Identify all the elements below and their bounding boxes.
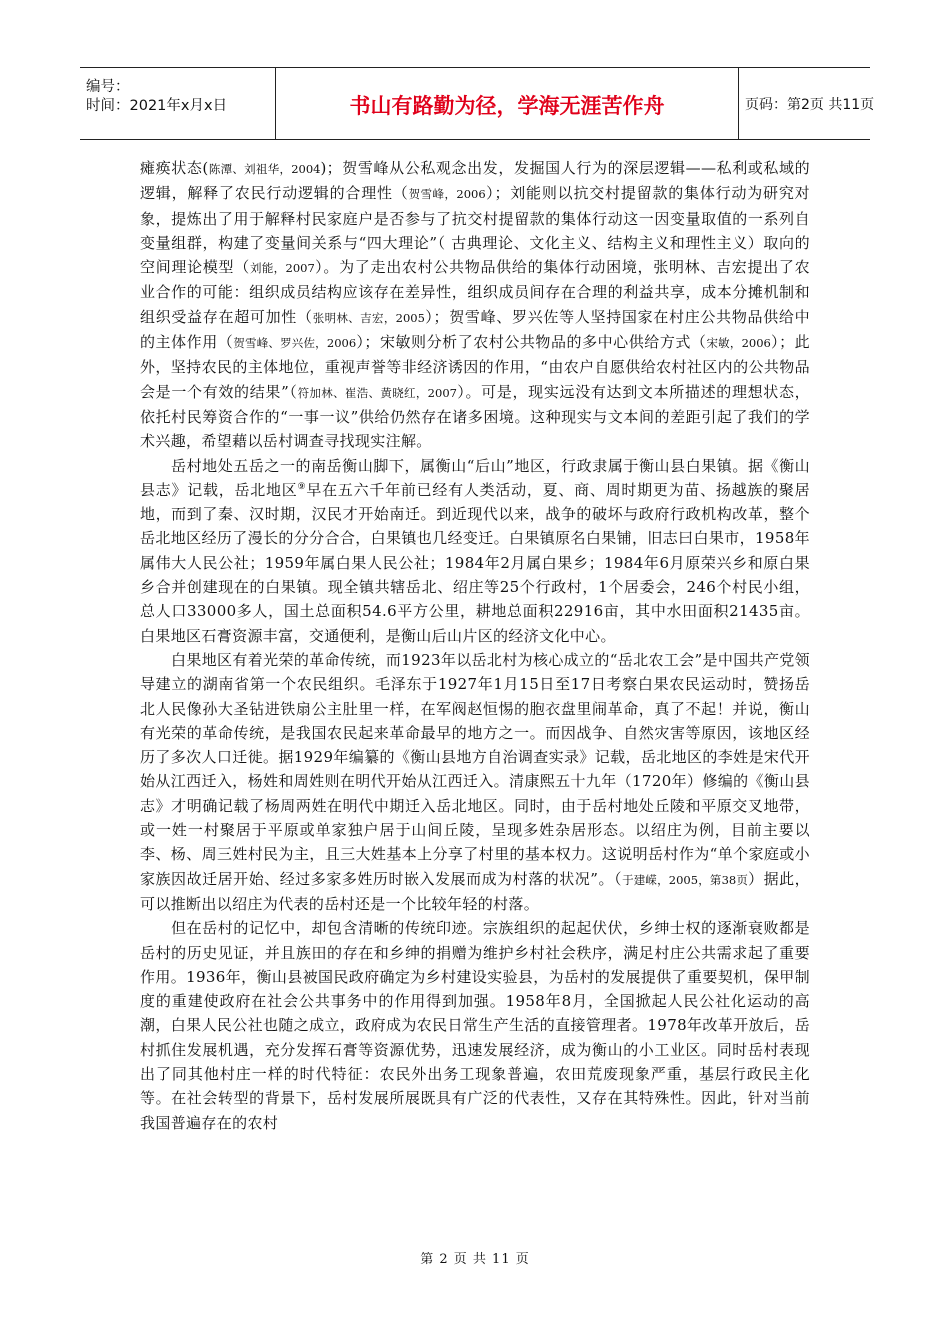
header-page-code: 页码：第2页 共11页	[745, 97, 875, 113]
text-run: )；贺雪峰从公私观念出发，发掘国人行为的深层逻辑——私利或私域的逻辑，解释了农民行动逻辑的合理性（	[140, 159, 810, 203]
document-number-label: 编号：	[86, 79, 130, 95]
text-run: 但在岳村的记忆中，却包含清晰的传统印迹。宗族组织的起起伏伏，乡绅士权的逐渐衰败都是岳村的历史见证，并且族田的存在和乡绅的捐赠为维护乡村社会秩序，满足村庄公共需求起了重要作用。1936年，衡山县被国民政府确定为乡村建设实验县，为岳村的发展提供了重要契机，保甲制度的重建使政府在社会公共事务中的作用得到加强。1958年8月，全国掀起人民公社化运动的高潮，白果人民公社也随之成立，政府成为农民日常生产生活的直接管理者。1978年改革开放后，岳村抓住发展机遇，充分发挥石膏等资源优势，迅速发展经济，成为衡山的小工业区。同时岳村表现出了同其他村庄一样的时代特征：农民外出务工现象普遍，农田荒废现象严重，基层行政民主化等。在社会转型的背景下，岳村发展所展既具有广泛的代表性，又存在其特殊性。因此，针对当前我国普遍存在的农村	[140, 919, 810, 1132]
text-run: ）；此外，坚持农民的主体地位，重视声誉等非经济诱因的作用，“由农户自愿供给农村社区内的公共物品会是一个有效的结果”（	[140, 333, 810, 401]
text-run: ）。为了走出农村公共物品供给的集体行动困境，张明林、吉宏提出了农业合作的可能：组织成员结构应该存在差异性，组织成员间存在合理的利益共享，成本分摊机制和组织受益存在超可加性（	[140, 258, 810, 326]
document-time-label: 时间：2021年x月x日	[86, 98, 228, 114]
text-run: 岳村地处五岳之一的南岳衡山脚下，属衡山“后山”地区，行政隶属于衡山县白果镇。据《衡山县志》记载，岳北地区	[140, 456, 810, 499]
text-run: ）；宋敏则分析了农村公共物品的多中心供给方式（	[356, 333, 707, 352]
paragraph-traditional-imprint	[140, 916, 810, 1135]
paragraph-continuation	[140, 156, 810, 454]
page-header	[80, 67, 875, 140]
citation: 于建嵘，2005，第38页	[622, 872, 749, 887]
citation: 陈潭、刘祖华，2004	[208, 162, 321, 176]
page-footer: 第 2 页 共 11 页	[420, 1252, 530, 1267]
text-run: ）；刘能则以抗交村提留款的集体行动为研究对象，提炼出了用于解释村民家庭户是否参与了抗交村提留款的集体行动这一因变量取值的一系列自变量组群，构建了变量间关系与“四大理论”（ 古典理论、文化主义、结构主义和理性主义）取向的空间理论模型（	[140, 184, 810, 277]
header-meta-cell	[80, 68, 276, 139]
footnote-marker: ⑨	[297, 481, 307, 492]
text-run: ）。可是，现实远没有达到文本所描述的理想状态，依托村民筹资合作的“一事一议”供给仍然存在诸多困境。这种现实与文本间的差距引起了我们的学术兴趣，希望藉以岳村调查寻找现实注解。	[140, 382, 811, 451]
text-run: 白果地区有着光荣的革命传统，而1923年以岳北村为核心成立的“岳北农工会”是中国共产党领导建立的湖南省第一个农民组织。毛泽东于1927年1月15日至17日考察白果农民运动时，赞扬岳北人民像孙大圣钻进铁扇公主肚里一样，在军阀赵恒惕的胞衣盘里闹革命，真了不起！并说，衡山有光荣的革命传统，是我国农民起来革命最早的地方之一。而因战争、自然灾害等原因，该地区经历了多次人口迁徙。据1929年编纂的《衡山县地方自治调查实录》记载，岳北地区的李姓是宋代开始从江西迁入，杨姓和周姓则在明代开始从江西迁入。清康熙五十九年（1720年）修编的《衡山县志》才明确记载了杨周两姓在明代中期迁入岳北地区。同时，由于岳村地处丘陵和平原交叉地带，或一姓一村聚居于平原或单家独户居于山间丘陵，呈现多姓杂居形态。以绍庄为例，目前主要以李、杨、周三姓村民为主，且三大姓基本上分享了村里的基本权力。这说明岳村作为“单个家庭或小家族因故迁居开始、经过多家多姓历时嵌入发展而成为村落的状况”。（	[140, 650, 810, 888]
header-motto: 书山有路勤为径，学海无涯苦作舟	[349, 94, 665, 118]
citation: 贺雪峰、罗兴佐，2006	[233, 336, 357, 351]
document-body	[140, 156, 810, 1135]
citation: 刘能，2007	[249, 261, 315, 276]
citation: 宋敏，2006	[706, 336, 771, 351]
paragraph-revolution-history	[140, 648, 810, 916]
citation: 贺雪峰，2006	[408, 187, 486, 202]
citation: 符加林、崔浩、黄晓红，2007	[297, 385, 457, 400]
header-motto-cell	[276, 68, 739, 139]
text-run: 早在五六千年前已经有人类活动，夏、商、周时期更为苗、扬越族的聚居地，而到了秦、汉时期，汉民才开始南迁。到近现代以来，战争的破坏与政府行政机构改革，整个岳北地区经历了漫长的分分合合，白果镇也几经变迁。白果镇原名白果铺，旧志曰白果市，1958年属伟大人民公社；1959年属白果人民公社；1984年2月属白果乡；1984年6月原荣兴乡和原白果乡合并创建现在的白果镇。现全镇共辖岳北、绍庄等25个行政村，1个居委会，246个村民小组，总人口33000多人，国土总面积54.6平方公里，耕地总面积22916亩，其中水田面积21435亩。白果地区石膏资源丰富，交通便利，是衡山后山片区的经济文化中心。	[140, 480, 810, 645]
citation: 张明林、吉宏，2005	[312, 310, 425, 325]
header-page-cell	[739, 68, 875, 139]
paragraph-yuecun-location	[140, 454, 810, 648]
text-run: 瘫痪状态(	[140, 159, 209, 177]
text-run: ）据此，可以推断出以绍庄为代表的岳村还是一个比较年轻的村落。	[140, 869, 810, 913]
text-run: ）；贺雪峰、罗兴佐等人坚持国家在村庄公共物品供给中的主体作用（	[140, 307, 810, 352]
